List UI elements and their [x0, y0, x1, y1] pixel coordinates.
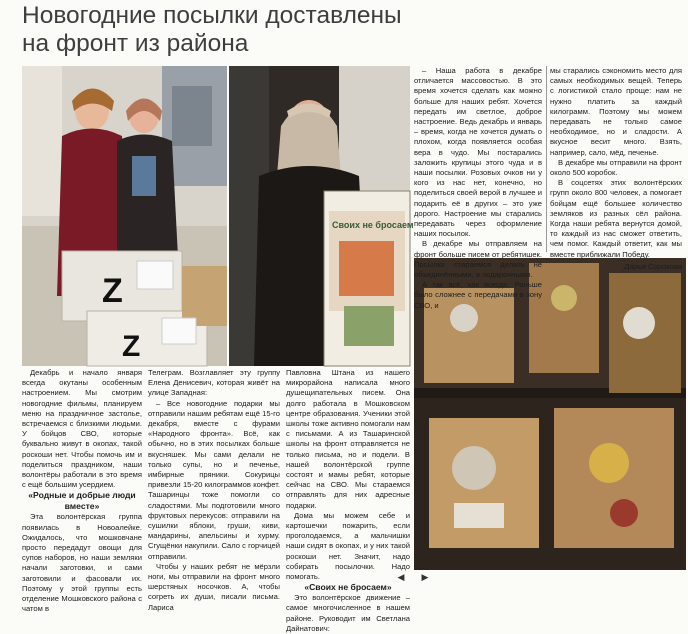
subheading-svoikh: «Своих не бросаем» — [304, 582, 392, 593]
paragraph-boxes-count: В декабре мы отправили на фронт около 500 коробок. — [550, 157, 682, 178]
text-column-3-lower — [286, 368, 410, 633]
paragraph-logistics-intro: А так всё, как всегда. Раньше было сложнее с передачами в зону СВО, и — [414, 280, 542, 310]
box-z-letter-2: Z — [122, 330, 141, 363]
next-page-arrow[interactable]: ▶ — [421, 572, 429, 582]
paragraph-group-origin: Эта волонтёрская группа появилась в Новоалейке. Ожидалось, что мошковчане просто передадут овощи для супов наборов, но наши земляки начали заготовки, и сами заготовили и фасовали их. Поэтому у этой группы есть отделение Мошковского района с чатом в — [22, 512, 142, 614]
paragraph-intro: Декабрь и начало января всегда окутаны особенным настроением. Мы смотрим новогодние фильмы, планируем меню на праздничное застолье, встречаемся с близкими людьми. У бойцов СВО, которые буквально живут в окопах, такой роскоши нет. Чтобы помочь им и поделиться праздником, наши волонтёры работали в это время с ещё большим усердием. — [22, 368, 142, 490]
box-z-letter-1: Z — [102, 272, 123, 310]
paragraph-letters-kids: В декабре мы отправляем на фронт больше писем от ребятишек. Посылки стараемся делать не объединёнными, а подарочными. — [414, 239, 542, 280]
text-column-3-upper — [414, 66, 542, 310]
paragraph-socks: Чтобы у наших ребят не мёрзли ноги, мы отправили на фронт много шерстяных носочков. А, чтобы согреть их души, писали письма. Лариса — [148, 561, 280, 612]
article-title: Новогодние посылки доставлены на фронт из района — [22, 2, 402, 57]
poster-text: Своих не бросаем — [332, 220, 414, 230]
subheading-rodnye: «Родные и добрые люди вместе» — [28, 490, 136, 512]
paragraph-leader: Телеграм. Возглавляет эту группу Елена Денисевич, которая живёт на улице Западная: — [148, 368, 280, 398]
paragraph-letters: Павловна Штана из нашего микрорайона написала много душещипательных писем. Она долго работала в Мошковском центре образования. Ученики этой школы тоже активно помогали нам с письмами. А из Ташаринской школы на фронт отправляется не только письма, но и подели. В нашей волонтёрской группе состоят и мамы ребят, которые сейчас на СВО. Мы стараемся отправлять для них адресные подарки. — [286, 368, 410, 510]
paragraph-movement: Это волонтёрское движение – самое многочисленное в нашем районе. Руководит им Светлана Дайнатович: — [286, 593, 410, 633]
prev-page-arrow[interactable]: ◀ — [397, 572, 405, 582]
text-column-4 — [550, 66, 682, 271]
paragraph-help: Дома мы можем себе и картошечки пожарить, если проголодаемся, а мальчишки наши сидят в окопах, и у них такой роскоши нет. Значит, надо собирать посылочки. Надо помогать. — [286, 510, 410, 582]
author-signature: Дарья Сорокова — [624, 261, 682, 271]
paragraph-december-work: – Наша работа в декабре отличается массовостью. В это время хочется сделать как можно больше для наших ребят. Хочется передать им светлое, доброе настроение. Ведь декабрь и январь – время, когда не хочется думать о плохом, когда появляется особая вера в чудо. Мы постарались заложить крупицы этого чуда и в наши посылки. Розовых очков ни у кого из нас нет, конечно, но поделиться своей верой в лучшее и подарить её в других – это уже дорого. Настроение мы старались передавать через оформление наших посылок. — [414, 66, 542, 239]
photo-volunteers-with-boxes — [22, 66, 227, 366]
photo-volunteer-with-poster — [229, 66, 414, 366]
text-column-2 — [148, 368, 280, 612]
text-column-1 — [22, 368, 142, 614]
paragraph-socials: В соцсетях этих волонтёрских групп около 800 человек, а помогает бойцам ещё большее количество земляков из разных сёл района. Когда наши ребята вернутся домой, то каждый из нас сможет ответить, чем помог. Каждый ответит, как мы вместе приближали Победу. — [550, 178, 682, 259]
paragraph-quote-gifts: – Все новогодние подарки мы отправили нашим ребятам ещё 15-го декабря, вместе с фурами «Народного фронта». Всё, как обычно, но в этих посылках больше вкусняшек. Мы сами делали не только супы, но и печенье, имбирные пряники. Сокурицы привезли 15-20 килограммов конфет. Ташаринцы тоже помогли со сладостями. Мы подготовили много фруктовых перекусов: отправили на сушилки яблоки, груши, киви, мандарины, апельсины и хурму. Сгущёнки накупили. Сало с горчицей отправили. — [148, 398, 280, 561]
paragraph-logistics: мы старались сэкономить место для самых необходимых вещей. Теперь с логистикой стало проще: нам не нужно платить за каждый килограмм. Поэтому мы можем передавать не только самое необходимое, но и сладости. А вкусное весит много. Взять, например, сало, мёд, печенье. — [550, 66, 682, 157]
